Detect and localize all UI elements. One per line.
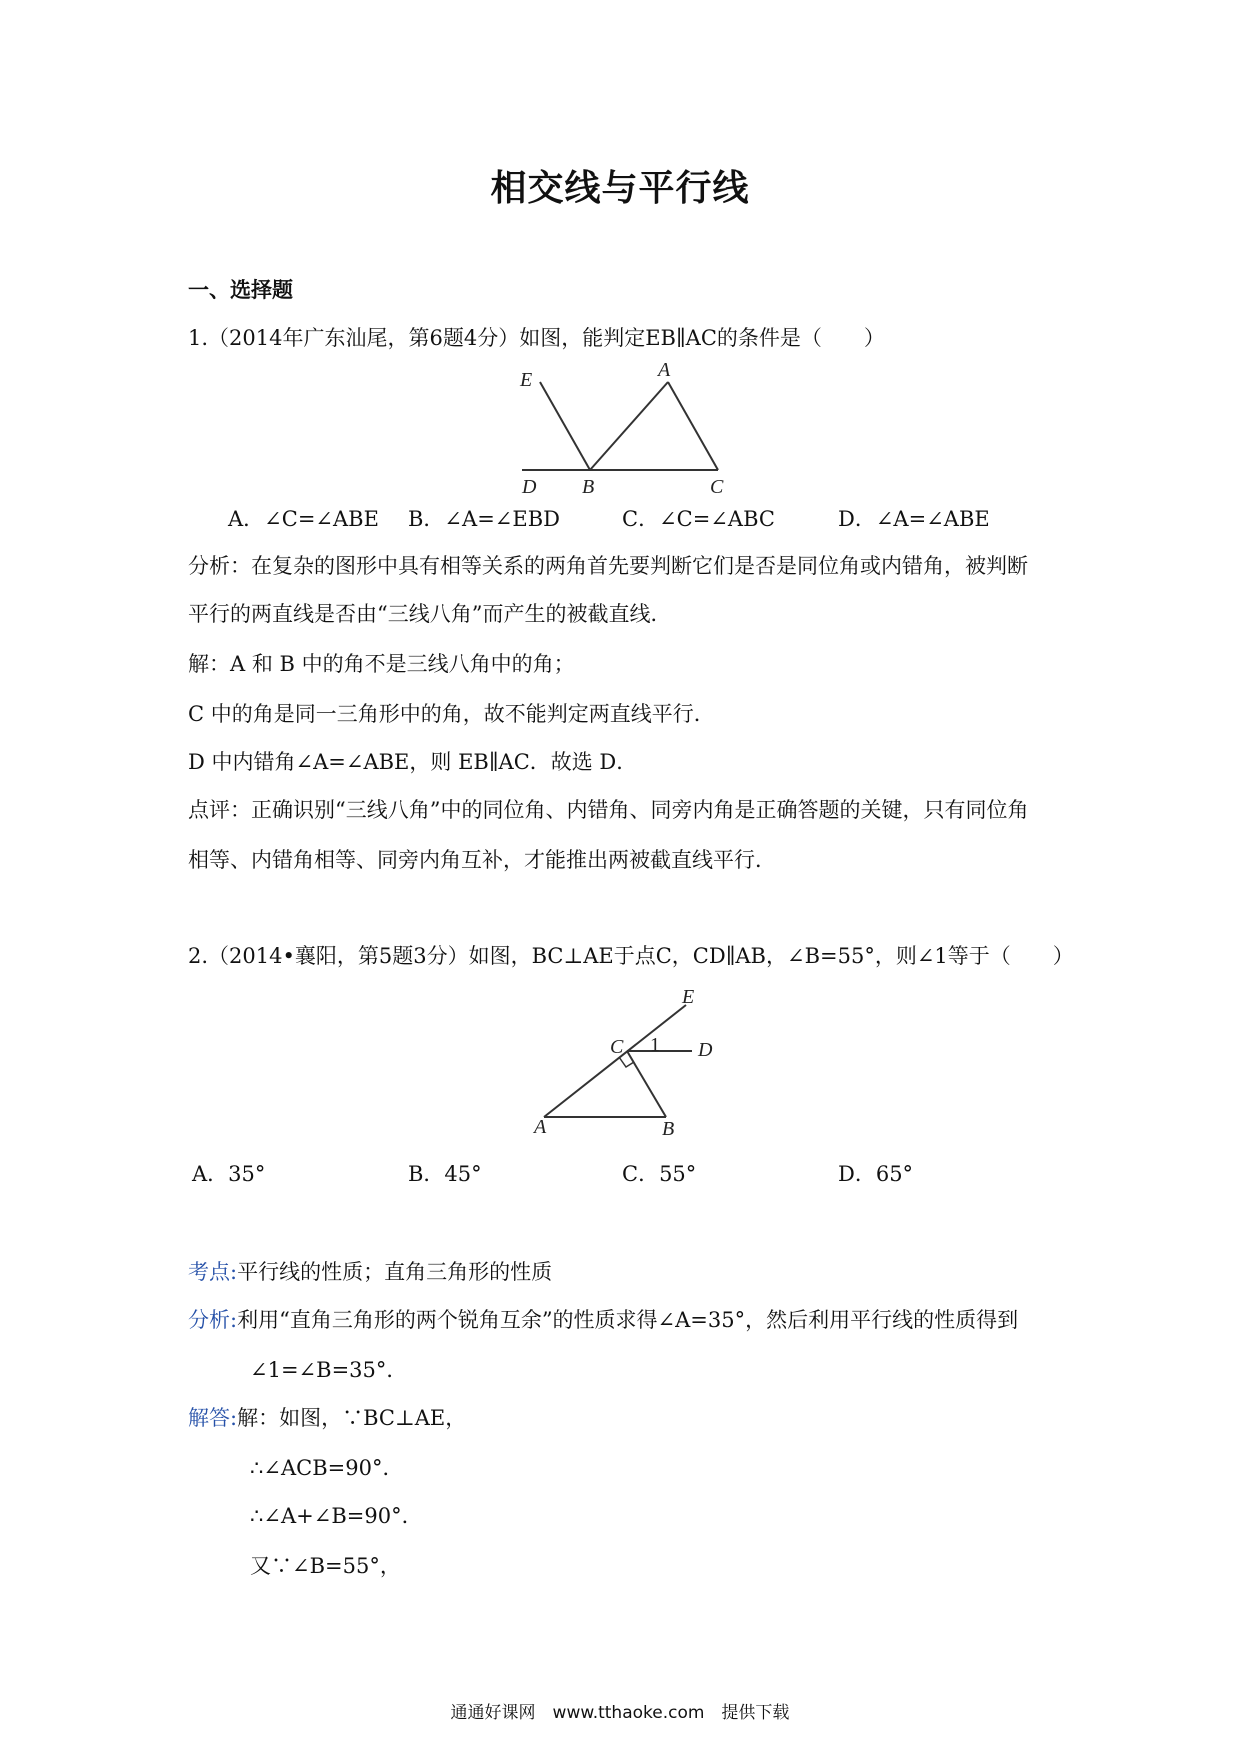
q1-line-ba — [590, 382, 668, 470]
q1-analysis-line-2: 平行的两直线是否由“三线八角”而产生的被截直线． — [188, 602, 672, 626]
q2-option-b: B．45° — [408, 1162, 482, 1186]
q1-label-d: D — [522, 476, 537, 498]
q1-label-c: C — [710, 476, 724, 498]
section-heading: 一、选择题 — [188, 278, 293, 302]
q2-kaodian-text: 平行线的性质；直角三角形的性质 — [237, 1260, 553, 1284]
q2-option-c: C．55° — [622, 1162, 697, 1186]
q2-jieda — [188, 1404, 466, 1432]
q2-label-a: A — [534, 1116, 547, 1135]
q1-stem: 1.（2014年广东汕尾，第6题4分）如图，能判定EB∥AC的条件是（ ） — [188, 326, 885, 350]
q1-option-d: D．∠A=∠ABE — [838, 507, 990, 531]
q1-comment-line-2: 相等、内错角相等、同旁内角互补，才能推出两被截直线平行． — [188, 848, 776, 872]
q1-label-a: A — [658, 360, 671, 381]
q1-label-b: B — [582, 476, 595, 498]
q1-option-a: A．∠C=∠ABE — [228, 507, 379, 531]
q2-label-b: B — [662, 1118, 675, 1135]
q1-comment-line-1: 点评：正确识别“三线八角”中的同位角、内错角、同旁内角是正确答题的关键，只有同位角 — [188, 798, 1029, 822]
q2-kaodian-label: 考点: — [188, 1260, 238, 1284]
q2-label-c: C — [610, 1036, 624, 1058]
q2-fenxi-label: 分析: — [188, 1308, 238, 1332]
q1-line-eb — [540, 382, 590, 470]
q1-label-e: E — [520, 369, 533, 391]
q1-solution-line-2: C 中的角是同一三角形中的角，故不能判定两直线平行． — [188, 702, 715, 726]
page-title: 相交线与平行线 — [490, 168, 750, 209]
q1-solution-line-3: D 中内错角∠A=∠ABE，则 EB∥AC．故选 D． — [188, 750, 638, 774]
q2-fenxi-line-2: ∠1=∠B=35°． — [250, 1358, 408, 1382]
page-footer: 通通好课网 www.tthaoke.com 提供下载 — [450, 1703, 790, 1723]
q2-jieda-text: 解：如图，∵BC⊥AE， — [237, 1406, 467, 1430]
q1-analysis-line-1: 分析：在复杂的图形中具有相等关系的两角首先要判断它们是否是同位角或内错角，被判断 — [188, 554, 1028, 578]
q2-fenxi — [188, 1306, 1018, 1334]
q2-jieda-label: 解答: — [188, 1406, 238, 1430]
q2-step-3: 又∵∠B=55°， — [250, 1554, 401, 1578]
q2-step-2: ∴∠A+∠B=90°． — [250, 1504, 423, 1528]
q1-option-b: B．∠A=∠EBD — [408, 507, 560, 531]
q2-label-e: E — [682, 986, 695, 1008]
q2-figure — [530, 985, 740, 1135]
q1-line-ac — [668, 382, 718, 470]
q2-option-d: D．65° — [838, 1162, 914, 1186]
q2-step-1: ∴∠ACB=90°． — [250, 1456, 404, 1480]
q1-figure — [510, 360, 750, 500]
q2-label-d: D — [698, 1039, 713, 1061]
q1-solution-line-1: 解：A 和 B 中的角不是三线八角中的角； — [188, 652, 575, 676]
q2-line-ae — [544, 1005, 686, 1117]
q1-option-c: C．∠C=∠ABC — [622, 507, 775, 531]
q2-option-a: A．35° — [192, 1162, 266, 1186]
q2-label-1: 1 — [650, 1034, 660, 1056]
q2-stem: 2.（2014•襄阳，第5题3分）如图，BC⊥AE于点C，CD∥AB，∠B=55°，则∠1等于（ ） — [188, 944, 1074, 968]
q2-kaodian — [188, 1258, 552, 1286]
q2-fenxi-text: 利用“直角三角形的两个锐角互余”的性质求得∠A=35°，然后利用平行线的性质得到 — [237, 1308, 1019, 1332]
q2-line-cb — [627, 1051, 666, 1117]
